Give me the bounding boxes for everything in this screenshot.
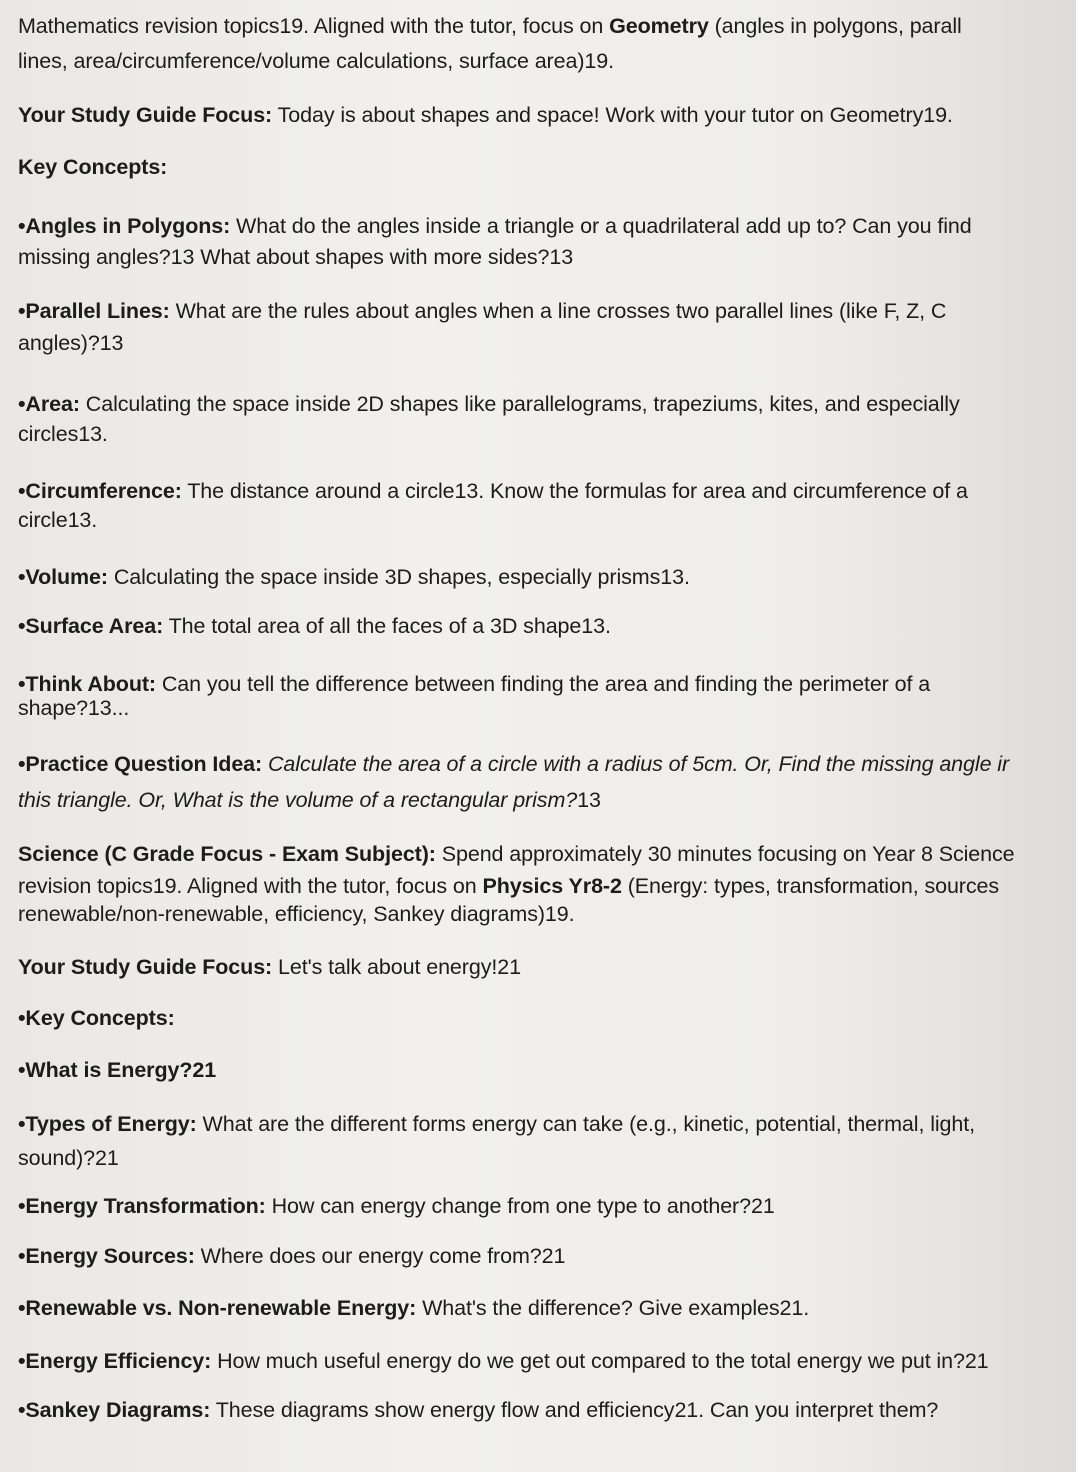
bullet-energy-transformation: •Energy Transformation: How can energy change from one type to another?21	[18, 1194, 775, 1218]
bullet-angles-in-polygons-cont: missing angles?13 What about shapes with more sides?13	[18, 245, 574, 269]
bullet-what-is-energy: •What is Energy?21	[18, 1058, 217, 1082]
science-study-focus: Your Study Guide Focus: Let's talk about energy!21	[18, 955, 521, 979]
bullet-types-of-energy: •Types of Energy: What are the different forms energy can take (e.g., kinetic, potential, thermal, light,	[18, 1112, 976, 1136]
bullet-parallel-lines-cont: angles)?13	[18, 331, 124, 355]
bullet-sankey-diagrams: •Sankey Diagrams: These diagrams show energy flow and efficiency21. Can you interpret them?	[18, 1398, 939, 1422]
maths-intro-line-1: Mathematics revision topics19. Aligned with the tutor, focus on Geometry (angles in polygons, parall	[18, 14, 962, 38]
maths-intro-line-2: lines, area/circumference/volume calculations, surface area)19.	[18, 49, 614, 73]
bullet-practice-question-cont: this triangle. Or, What is the volume of a rectangular prism?13	[18, 788, 601, 812]
maths-study-focus: Your Study Guide Focus: Today is about shapes and space! Work with your tutor on Geometry19.	[18, 103, 953, 127]
science-intro-line-2: revision topics19. Aligned with the tutor, focus on Physics Yr8-2 (Energy: types, transformation, sources	[18, 874, 1000, 898]
bullet-parallel-lines: •Parallel Lines: What are the rules about angles when a line crosses two parallel lines (like F, Z, C	[18, 299, 947, 323]
bullet-renewable-vs-nonrenewable: •Renewable vs. Non-renewable Energy: What's the difference? Give examples21.	[18, 1296, 810, 1320]
bullet-types-of-energy-cont: sound)?21	[18, 1146, 119, 1170]
bullet-energy-efficiency: •Energy Efficiency: How much useful energy do we get out compared to the total energy we put in?21	[18, 1349, 989, 1373]
bullet-angles-in-polygons: •Angles in Polygons: What do the angles inside a triangle or a quadrilateral add up to? Can you find	[18, 214, 972, 238]
science-intro-line-3: renewable/non-renewable, efficiency, Sankey diagrams)19.	[18, 902, 575, 926]
maths-key-concepts-heading: Key Concepts:	[18, 155, 168, 179]
bullet-area: •Area: Calculating the space inside 2D shapes like parallelograms, trapeziums, kites, and especially	[18, 392, 960, 416]
bullet-volume: •Volume: Calculating the space inside 3D shapes, especially prisms13.	[18, 565, 690, 589]
bullet-practice-question: •Practice Question Idea: Calculate the area of a circle with a radius of 5cm. Or, Find the missing angle ir	[18, 752, 1010, 776]
bullet-surface-area: •Surface Area: The total area of all the faces of a 3D shape13.	[18, 614, 611, 638]
science-key-concepts-heading: •Key Concepts:	[18, 1006, 175, 1030]
bullet-think-about-cont: shape?13...	[18, 696, 130, 720]
science-heading-line: Science (C Grade Focus - Exam Subject): Spend approximately 30 minutes focusing on Year 8 Science	[18, 842, 1015, 866]
bullet-circumference-cont: circle13.	[18, 508, 98, 532]
bullet-energy-sources: •Energy Sources: Where does our energy come from?21	[18, 1244, 566, 1268]
bullet-circumference: •Circumference: The distance around a circle13. Know the formulas for area and circumference of a	[18, 479, 968, 503]
bullet-think-about: •Think About: Can you tell the difference between finding the area and finding the perimeter of a	[18, 672, 931, 696]
bullet-area-cont: circles13.	[18, 422, 108, 446]
